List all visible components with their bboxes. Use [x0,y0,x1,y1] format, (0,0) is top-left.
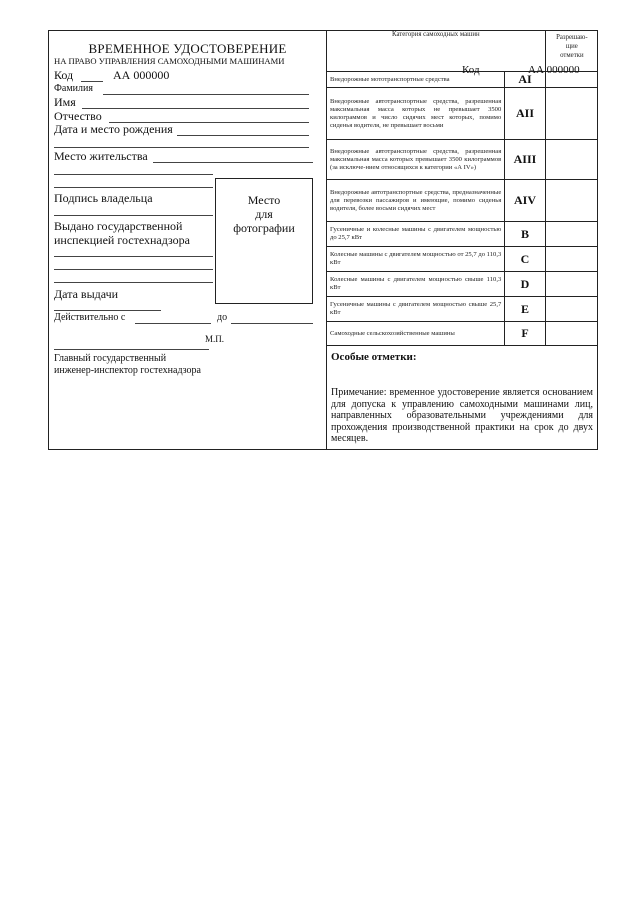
certificate-title: ВРЕМЕННОЕ УДОСТОВЕРЕНИЕ [88,41,287,56]
issue-date-label: Дата выдачи [54,287,119,301]
category-row [327,222,598,247]
category-desc: Внедорожные автотранспортные средства, разрешенная максимальная масса которых не превышает 3500 килограммов и число сидячих мест которых, помимо сиденья водителя, не превышает восьми [327,88,505,140]
valid-to-line [231,323,313,324]
category-desc: Самоходные сельскохозяйственные машины [327,322,505,346]
category-header: Категория самоходных машин [327,31,545,72]
category-row [327,140,598,180]
issued-by-line-2 [54,269,213,270]
photo-text-1: Место [247,193,281,207]
category-row [327,88,598,140]
code-line [81,81,103,82]
category-mark-cell [545,272,598,297]
category-mark-cell [545,88,598,140]
valid-from-line [135,323,211,324]
category-code: AIV [505,180,545,222]
residence-line [153,162,313,163]
birth-line [177,135,309,136]
left-panel [49,31,326,449]
category-mark-cell [545,222,598,247]
issued-by-label-2: инспекцией гостехнадзора [54,233,190,247]
residence-label: Место жительства [54,149,148,163]
photo-text-2: для [255,207,273,221]
category-mark-cell [545,322,598,346]
inspector-label-1: Главный государственный [54,353,167,364]
issued-by-line-1 [54,256,213,257]
category-code: F [505,322,545,346]
category-code: D [505,272,545,297]
overlay-series-number: АА 000000 [528,64,580,76]
residence-line-3 [54,187,213,188]
category-row [327,247,598,272]
category-mark-cell [545,247,598,272]
overlay-code-label: Код [462,64,480,76]
category-row [327,272,598,297]
right-panel [327,31,598,449]
category-code: AI [505,72,545,88]
surname-label: Фамилия [54,83,93,94]
inspector-signature-line [54,349,209,350]
inspector-label-2: инженер-инспектор гостехнадзора [54,365,201,376]
code-label: Код [54,68,74,82]
signature-line [54,215,213,216]
photo-text-3: фотографии [233,221,295,235]
categories-table [327,31,598,346]
valid-to-label: до [217,312,228,323]
category-desc: Внедорожные мототранспортные средства [327,72,505,88]
category-code: AIII [505,140,545,180]
category-desc: Гусеничные машины с двигателем мощностью свыше 25,7 кВт [327,297,505,322]
issue-date-line [54,310,161,311]
category-code: B [505,222,545,247]
patronymic-label: Отчество [54,109,102,123]
issued-by-label-1: Выдано государственной [54,219,183,233]
series-number: АА 000000 [113,68,170,82]
residence-line-2 [54,174,213,175]
category-row [327,297,598,322]
category-code: AII [505,88,545,140]
category-desc: Гусеничные и колесные машины с двигателем мощностью до 25,7 кВт [327,222,505,247]
marks-header-line-3: отметки [560,52,584,59]
category-row [327,180,598,222]
birth-line-2 [54,147,309,148]
birth-label: Дата и место рождения [54,122,173,136]
category-mark-cell [545,180,598,222]
issued-by-line-3 [54,282,213,283]
marks-header-line-1: Разрешаю- [556,34,588,41]
category-desc: Внедорожные автотранспортные средства, разрешенная максимальная масса которых превышает 3500 килограммов (за исключе-нием относящихся к категории «А IV») [327,140,505,180]
category-desc: Колесные машины с двигателем мощностью от 25,7 до 110,3 кВт [327,247,505,272]
temporary-certificate [48,30,598,450]
valid-from-label: Действительно с [54,312,126,323]
marks-header-line-2: щие [565,43,578,50]
stamp-label: М.П. [205,334,225,344]
owner-signature-label: Подпись владельца [54,191,153,205]
category-desc: Колесные машины с двигателем мощностью свыше 110,3 кВт [327,272,505,297]
category-row [327,322,598,346]
photo-placeholder [215,178,313,304]
surname-line [103,94,309,95]
category-mark-cell [545,140,598,180]
name-label: Имя [54,95,76,109]
category-code: C [505,247,545,272]
special-notes-label: Особые отметки: [331,351,417,363]
category-mark-cell [545,297,598,322]
category-code: E [505,297,545,322]
name-line [82,108,309,109]
certificate-subtitle: НА ПРАВО УПРАВЛЕНИЯ САМОХОДНЫМИ МАШИНАМИ [54,56,285,66]
category-desc: Внедорожные автотранспортные средства, предназначенные для перевозки пассажиров и имеющие, помимо сиденья водителя, более восьми сидячих мест [327,180,505,222]
note-text: Примечание: временное удостоверение является основанием для допуска к управлению самоходными машинами лиц, направленных образовательными учреждениями для прохождения производственной практики на срок до двух месяцев. [331,387,593,444]
